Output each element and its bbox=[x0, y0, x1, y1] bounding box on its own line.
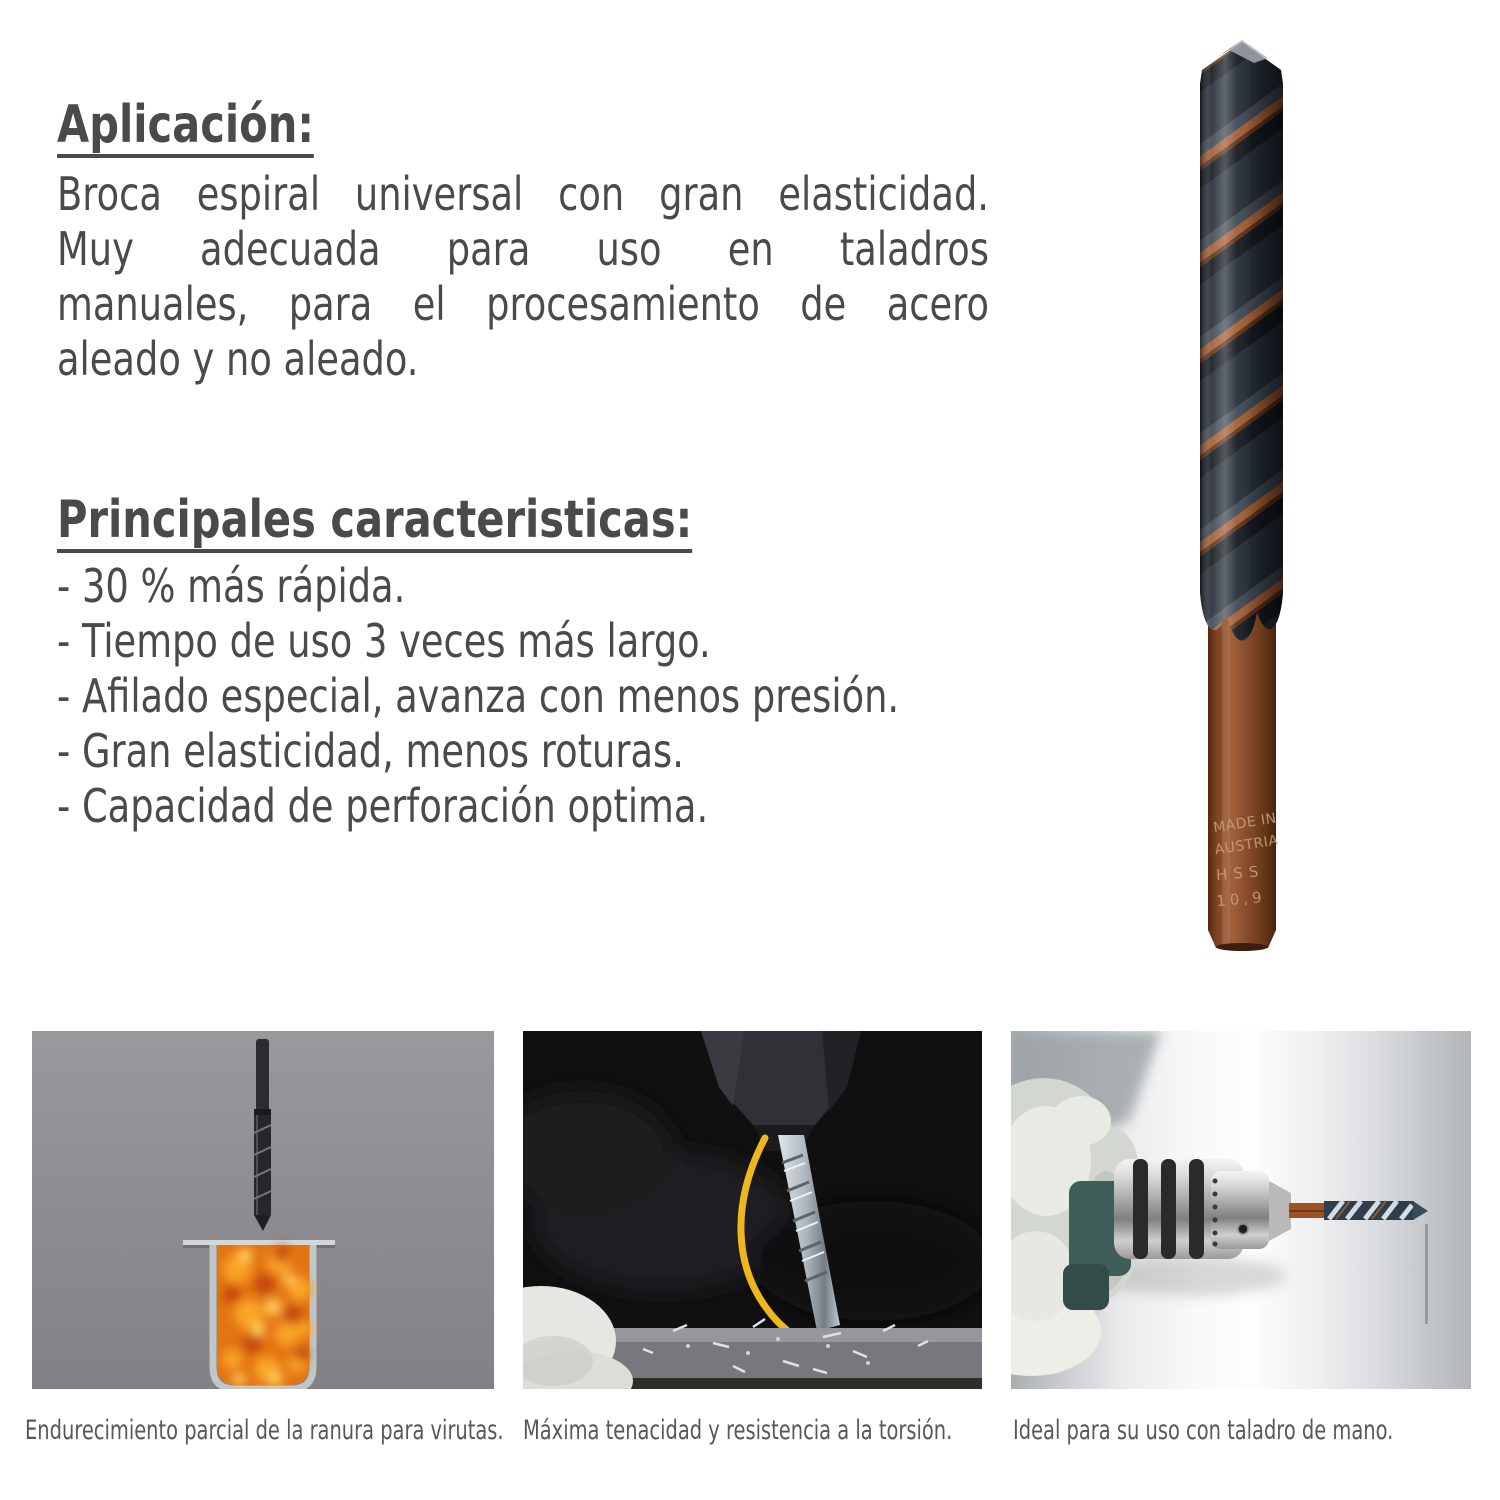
paragraph-line: manuales, para el procesamiento de acero bbox=[57, 277, 989, 331]
photo-torsion-test-graphic bbox=[523, 1031, 982, 1389]
feature-item: - 30 % más rápida. bbox=[57, 559, 406, 613]
photo-hand-drill-graphic bbox=[1011, 1031, 1471, 1389]
stamp-line-austria: AUSTRIA bbox=[1213, 832, 1280, 859]
wall-mark-line bbox=[1425, 1224, 1428, 1324]
photo-caption-hardening: Endurecimiento parcial de la ranura para virutas. bbox=[25, 1415, 504, 1446]
stamp-line-size: 10,9 bbox=[1215, 887, 1267, 911]
application-heading: Aplicación: bbox=[57, 98, 314, 158]
photo-torsion-test bbox=[523, 1031, 982, 1389]
chuck-screw bbox=[1238, 1224, 1248, 1234]
photo-hand-drill bbox=[1011, 1031, 1471, 1389]
photo-caption-torsion: Máxima tenacidad y resistencia a la torsión. bbox=[523, 1415, 953, 1446]
photo-flute-hardening bbox=[32, 1031, 494, 1389]
quench-pot bbox=[183, 1240, 335, 1389]
paragraph-line: Muy adecuada para uso en taladros bbox=[57, 222, 989, 276]
photo-caption-hand-drill: Ideal para su uso con taladro de mano. bbox=[1013, 1415, 1394, 1446]
paragraph-line: aleado y no aleado. bbox=[57, 332, 419, 386]
drill-chuck bbox=[701, 1031, 861, 1151]
mini-drill bbox=[254, 1039, 271, 1231]
feature-item: - Tiempo de uso 3 veces más largo. bbox=[57, 614, 711, 668]
drill-bit-graphic bbox=[1182, 36, 1302, 961]
photo-flute-hardening-graphic bbox=[32, 1031, 494, 1389]
drill-flutes bbox=[1200, 40, 1283, 641]
stamp-line-made-in: MADE IN bbox=[1212, 810, 1278, 837]
features-list bbox=[57, 559, 989, 834]
feature-item: - Afilado especial, avanza con menos presión. bbox=[57, 669, 900, 723]
feature-item: - Gran elasticidad, menos roturas. bbox=[57, 724, 684, 778]
stamp-line-hss: HSS bbox=[1215, 862, 1266, 885]
features-heading: Principales caracteristicas: bbox=[57, 493, 692, 553]
feature-item: - Capacidad de perforación optima. bbox=[57, 779, 709, 833]
paragraph-line: Broca espiral universal con gran elasticidad. bbox=[57, 167, 989, 221]
drill-bit-horizontal bbox=[1289, 1201, 1428, 1220]
text-column bbox=[57, 95, 989, 834]
application-paragraph bbox=[57, 167, 989, 387]
pot-flange bbox=[183, 1240, 335, 1245]
drill-chuck bbox=[1114, 1159, 1291, 1259]
drill-bit-image bbox=[1182, 36, 1302, 961]
